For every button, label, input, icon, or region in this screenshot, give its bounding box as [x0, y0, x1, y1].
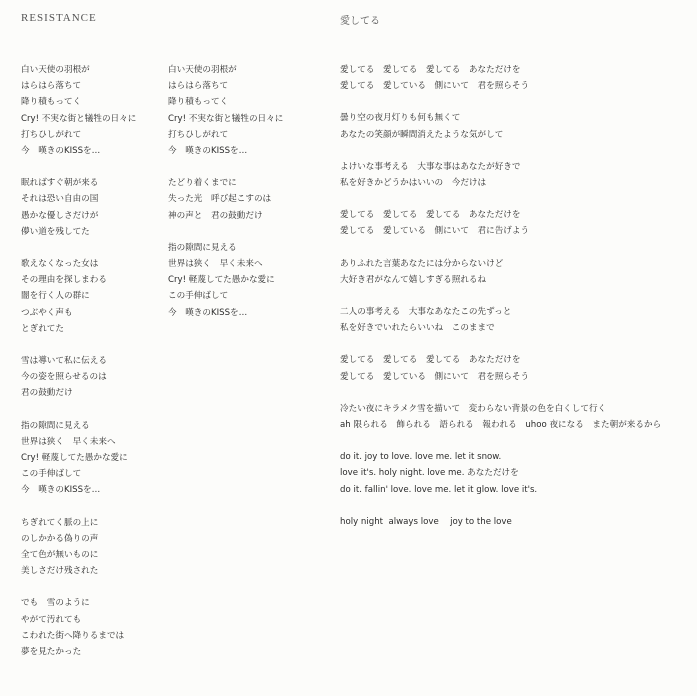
lyric-line: 歌えなくなった女は: [21, 259, 99, 270]
lyric-line: Cry! 不実な街と犠牲の日々に: [21, 113, 137, 124]
lyric-line: ありふれた言葉あなたには分からないけど: [340, 258, 504, 269]
lyric-line: ah 限られる 飾られる 語られる 報われる uhoo 夜になる また朝が来るから: [340, 420, 662, 431]
lyrics-stanza: [340, 401, 690, 433]
lyric-line: 君の鼓動だけ: [21, 388, 73, 399]
lyric-line: やがて汚れても: [21, 614, 82, 625]
lyric-line: 指の隙間に見える: [21, 420, 90, 431]
lyric-line: 愛してる 愛してる 愛してる あなただけを: [340, 210, 521, 221]
lyric-line: 大好き君がなんて嬉しすぎる照れるね: [340, 274, 487, 285]
lyrics-stanza: [168, 62, 328, 159]
lyrics-column-2: [168, 62, 328, 337]
lyric-line: ちぎれてく脈の上に: [21, 517, 99, 528]
lyric-line: 闇を行く人の群に: [21, 291, 90, 302]
lyric-line: 世界は狭く 早く未来へ: [21, 436, 116, 447]
song-title-resistance: RESISTANCE: [21, 12, 97, 24]
lyric-line: 二人の事考える 大事なあなたこの先ずっと: [340, 307, 512, 318]
lyric-line: 夢を見たかった: [21, 647, 82, 658]
lyrics-stanza: [21, 175, 171, 240]
lyric-line: でも 雪のように: [21, 598, 90, 609]
lyrics-column-1: [21, 62, 171, 676]
lyric-line: 曇り空の夜月灯りも何も無くて: [340, 113, 461, 124]
lyrics-stanza: [340, 110, 690, 142]
lyric-line: 冷たい夜にキラメク雪を描いて 変わらない背景の色を白くして行く: [340, 403, 607, 414]
lyric-line: 雪は導いて私に伝える: [21, 356, 107, 367]
lyrics-stanza: [340, 62, 690, 94]
lyric-line: 愛してる 愛している 側にいて 君を照らそう: [340, 371, 530, 382]
lyrics-stanza: [340, 207, 690, 239]
lyric-line: 神の声と 君の鼓動だけ: [168, 210, 263, 221]
lyric-line: はらはら落ちて: [168, 81, 229, 92]
song-title-aishiteru: 愛してる: [340, 16, 380, 27]
lyrics-stanza: [340, 352, 690, 384]
lyric-line: 眠ればすぐ朝が来る: [21, 178, 99, 189]
lyric-line: 失った光 呼び起こすのは: [168, 194, 272, 205]
lyrics-stanza: [21, 595, 171, 660]
lyric-line: つぶやく声も: [21, 307, 73, 318]
lyrics-stanza: [340, 304, 690, 336]
lyric-line: 今 嘆きのKISSを…: [168, 146, 248, 157]
lyric-line: この手伸ばして: [168, 291, 229, 302]
lyric-line: 今 嘆きのKISSを…: [168, 307, 248, 318]
lyric-line: 愛してる 愛している 側にいて 君に告げよう: [340, 226, 530, 237]
lyric-line: 愚かな優しさだけが: [21, 210, 99, 221]
lyric-line: 愛してる 愛してる 愛してる あなただけを: [340, 355, 521, 366]
lyric-line: 私を好きかどうかはいいの 今だけは: [340, 178, 487, 189]
lyrics-column-3: [340, 62, 690, 546]
lyric-line: こわれた街へ降りるまでは: [21, 630, 125, 641]
lyric-line: 降り積もってく: [168, 97, 229, 108]
lyric-line: よけいな事考える 大事な事はあなたが好きで: [340, 161, 521, 172]
lyrics-stanza: [21, 62, 171, 159]
lyrics-stanza: [340, 256, 690, 288]
lyric-line: do it. fallin' love. love me. let it glow. love it's.: [340, 484, 538, 495]
lyrics-stanza: [21, 418, 171, 499]
lyric-line: 降り積もってく: [21, 97, 82, 108]
lyric-line: 今 嘆きのKISSを…: [21, 485, 101, 496]
lyric-line: 美しさだけ残された: [21, 566, 99, 577]
lyric-line: 指の隙間に見える: [168, 242, 237, 253]
lyrics-stanza: [21, 515, 171, 580]
lyric-line: 打ちひしがれて: [168, 129, 229, 140]
lyrics-stanza: [168, 240, 328, 321]
lyric-line: 全て色が無いものに: [21, 550, 99, 561]
lyrics-stanza: [168, 175, 328, 224]
lyric-line: love it's. holy night. love me. あなただけを: [340, 468, 519, 479]
lyric-line: 儚い道を残してた: [21, 226, 90, 237]
lyric-line: do it. joy to love. love me. let it snow.: [340, 452, 502, 463]
lyric-line: Cry! 軽蔑してた愚かな愛に: [21, 453, 128, 464]
lyric-line: 愛してる 愛している 側にいて 君を照らそう: [340, 81, 530, 92]
lyric-line: それは恐い自由の国: [21, 194, 99, 205]
lyric-line: この手伸ばして: [21, 469, 82, 480]
lyric-line: たどり着くまでに: [168, 178, 237, 189]
lyric-line: 白い天使の羽根が: [168, 65, 237, 75]
lyric-line: その理由を探しまわる: [21, 275, 107, 286]
lyric-line: はらはら落ちて: [21, 81, 82, 92]
lyric-line: のしかかる偽りの声: [21, 533, 99, 544]
lyric-line: 今 嘆きのKISSを…: [21, 146, 101, 157]
lyrics-stanza: [21, 353, 171, 402]
lyric-line: あなたの笑顔が瞬間消えたような気がして: [340, 129, 504, 140]
lyric-line: 白い天使の羽根が: [21, 65, 90, 75]
lyric-line: holy night always love joy to the love: [340, 516, 512, 527]
lyric-line: 私を好きでいれたらいいね このままで: [340, 323, 495, 334]
lyric-line: 世界は狭く 早く未来へ: [168, 259, 263, 270]
lyric-line: 愛してる 愛してる 愛してる あなただけを: [340, 65, 521, 75]
lyric-line: Cry! 軽蔑してた愚かな愛に: [168, 275, 275, 286]
lyrics-stanza: [340, 514, 690, 530]
lyrics-stanza: [340, 159, 690, 191]
lyrics-stanza: [21, 256, 171, 337]
lyric-line: とぎれてた: [21, 323, 64, 334]
lyric-line: Cry! 不実な街と犠牲の日々に: [168, 113, 284, 124]
lyric-line: 打ちひしがれて: [21, 129, 82, 140]
lyric-line: 今の姿を照らせるのは: [21, 372, 107, 383]
lyrics-stanza: [340, 449, 690, 498]
